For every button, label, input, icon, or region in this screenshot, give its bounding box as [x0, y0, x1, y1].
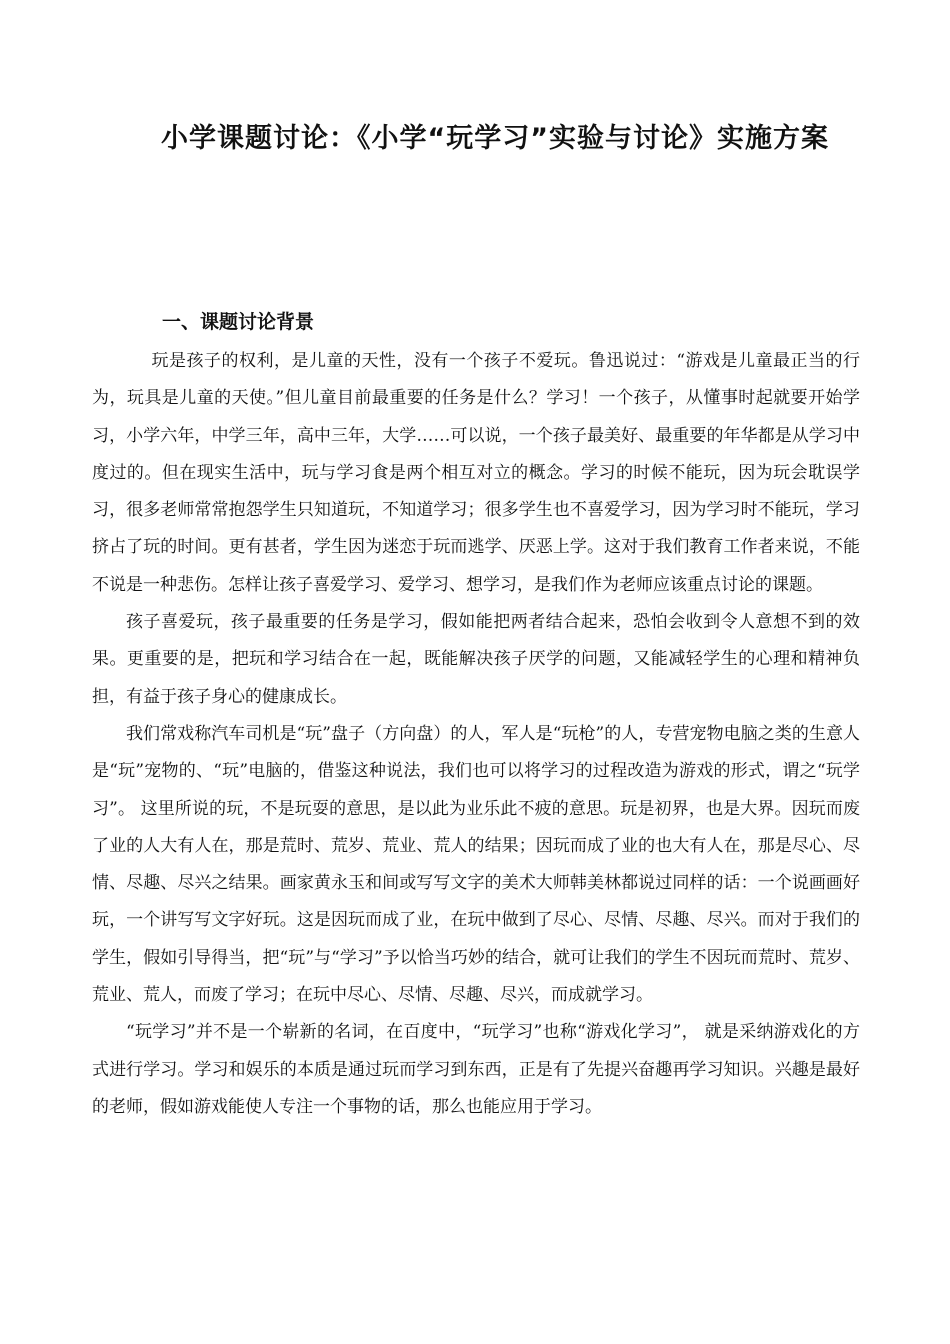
paragraph-3: 我们常戏称汽车司机是“玩”盘子（方向盘）的人，军人是“玩枪”的人，专营宠物电脑之类的生意人是“玩”宠物的、“玩”电脑的，借鉴这种说法，我们也可以将学习的过程改造为游戏的形式，谓之“玩学习”。 这里所说的玩，不是玩耍的意思，是以此为业乐此不疲的意思。玩是初界，也是大界。因玩而废了业的人大有人在，那是荒时、荒岁、荒业、荒人的结果；因玩而成了业的也大有人在，那是尽心、尽情、尽趣、尽兴之结果。画家黄永玉和间或写写文字的美术大师韩美林都说过同样的话：一个说画画好玩，一个讲写写文字好玩。这是因玩而成了业，在玩中做到了尽心、尽情、尽趣、尽兴。而对于我们的学生，假如引导得当，把“玩”与“学习”予以恰当巧妙的结合，就可让我们的学生不因玩而荒时、荒岁、荒业、荒人，而废了学习；在玩中尽心、尽情、尽趣、尽兴，而成就学习。: [92, 723, 860, 1006]
paragraph-4: “玩学习”并不是一个崭新的名词，在百度中，“玩学习”也称“游戏化学习”， 就是采纳游戏化的方式进行学习。学习和娱乐的本质是通过玩而学习到东西，正是有了先提兴奋趣再学习知识。兴趣是最好的老师，假如游戏能使人专注一个事物的话，那么也能应用于学习。: [92, 1022, 860, 1117]
document-title: 小学课题讨论：《小学“玩学习”实验与讨论》实施方案: [161, 123, 829, 154]
document-body: [92, 343, 860, 1126]
paragraph-1: 玩是孩子的权利，是儿童的天性，没有一个孩子不爱玩。鲁迅说过：“游戏是儿童最正当的行为，玩具是儿童的天使。”但儿童目前最重要的任务是什么？学习！一个孩子，从懂事时起就要开始学习，小学六年，中学三年，高中三年，大学……可以说，一个孩子最美好、最重要的年华都是从学习中度过的。但在现实生活中，玩与学习食是两个相互对立的概念。学习的时候不能玩，因为玩会耽误学习，很多老师常常抱怨学生只知道玩，不知道学习；很多学生也不喜爱学习，因为学习时不能玩，学习挤占了玩的时间。更有甚者，学生因为迷恋于玩而逃学、厌恶上学。这对于我们教育工作者来说，不能不说是一种悲伤。怎样让孩子喜爱学习、爱学习、想学习，是我们作为老师应该重点讨论的课题。: [92, 351, 860, 595]
section-heading: 一、课题讨论背景: [162, 311, 315, 333]
paragraph-2: 孩子喜爱玩，孩子最重要的任务是学习，假如能把两者结合起来，恐怕会收到令人意想不到的效果。更重要的是，把玩和学习结合在一起，既能解决孩子厌学的问题，又能减轻学生的心理和精神负担，有益于孩子身心的健康成长。: [92, 612, 860, 707]
